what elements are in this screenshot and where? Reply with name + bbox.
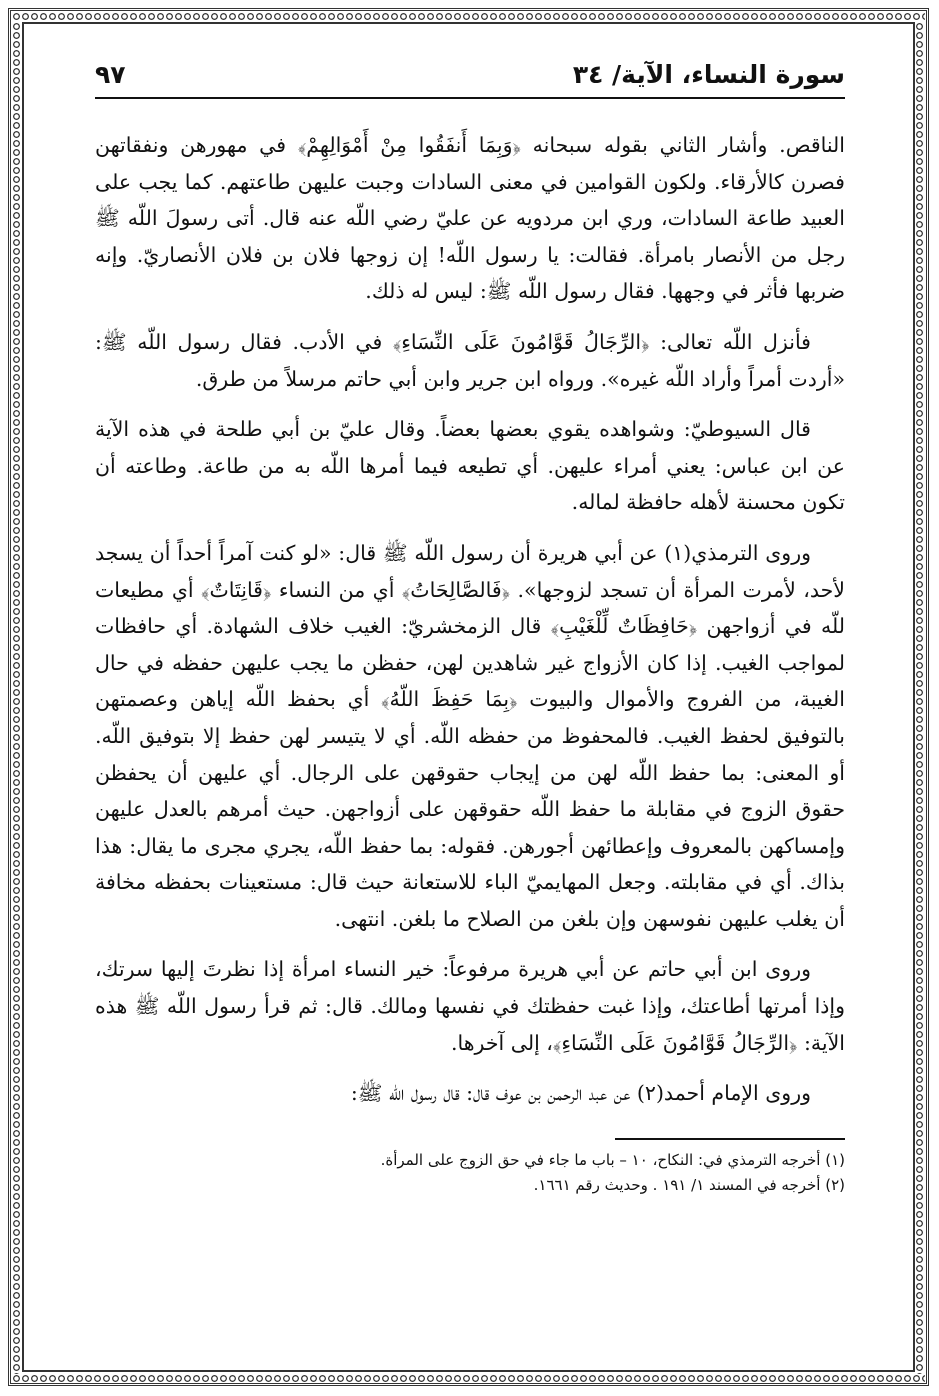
paragraph: وروى ابن أبي حاتم عن أبي هريرة مرفوعاً: خير النساء امرأة إذا نظرتَ إليها سرتك، وإذا أمرتها أطاعتك، وإذا غبت حفظتك في نفسها ومالك. قال: ثم قرأ رسول اللّه ﷺ هذه الآية: ﴿الرِّجَالُ قَوَّامُونَ عَلَى النِّسَاءِ﴾، إلى آخرها. xyxy=(95,957,845,1055)
header-title: سورة النساء، الآية/ ٣٤ xyxy=(572,60,845,89)
paragraph: فأنزل اللّه تعالى: ﴿الرِّجَالُ قَوَّامُونَ عَلَى النِّسَاءِ﴾ في الأدب. فقال رسول اللّه ﷺ: «أردت أمراً وأراد اللّه غيره». ورواه ابن جرير وابن أبي حاتم مرسلاً من طرق. xyxy=(95,329,845,391)
paragraph: الناقص. وأشار الثاني بقوله سبحانه ﴿وَبِمَا أَنفَقُوا مِنْ أَمْوَالِهِمْ﴾ في مهورهن ونفقاتهن فصرن كالأرقاء. ولكون القوامين في معنى السادات وجبت عليهن طاعتهم. كما يجب على العبيد طاعة السادات، وري ابن مردويه عن عليّ رضي اللّه عنه قال. أتى رسولَ اللّه ﷺ رجل من الأنصار بامرأة. فقالت: يا رسول اللّه! إن زوجها فلان بن فلان الأنصاريّ. وإنه ضربها فأثر في وجهها. فقال رسول اللّه ﷺ: ليس له ذلك. xyxy=(95,133,845,304)
footnote: (٢) أخرجه في المسند ١/ ١٩١ . وحديث رقم ١٦٦١. xyxy=(533,1175,845,1194)
paragraph: قال السيوطيّ: وشواهده يقوي بعضها بعضاً. وقال عليّ بن أبي طلحة في هذه الآية عن ابن عباس: يعني أمراء عليهن. أي تطيعه فيما أمرها اللّه به من طاعة. وطاعته أن تكون محسنة لأهله حافظة لماله. xyxy=(95,417,845,515)
paragraph: وروى الإمام أحمد(٢) عن عبد الرحمن بن عوف قال: قال رسول اللّه ﷺ: xyxy=(350,1081,811,1106)
paragraph: وروى الترمذي(١) عن أبي هريرة أن رسول اللّه ﷺ قال: «لو كنت آمراً أحداً أن يسجد لأحد، لأمرت المرأة أن تسجد لزوجها». ﴿فَالصَّالِحَاتُ﴾ أي من النساء ﴿قَانِتَاتٌ﴾ أي مطيعات للّه في أزواجهن ﴿حَافِظَاتٌ لِّلْغَيْبِ﴾ قال الزمخشريّ: الغيب خلاف الشهادة. أي حافظات لمواجب الغيب. إذا كان الأزواج غير شاهدين لهن، حفظن ما يجب عليهن حفظه في حال الغيبة، من الفروج والأموال والبيوت ﴿بِمَا حَفِظَ اللّهُ﴾ أي بحفظ اللّه إياهن وعصمتهن بالتوفيق لحفظ الغيب. فالمحفوظ من حفظه اللّه. أي لا يتيسر لهن حفظ إلا بتوفيق اللّه. أو المعنى: بما حفظ اللّه لهن من إيجاب حقوقهن على الرجال. أي عليهن أن يحفظن حقوق الزوج في مقابلة ما حفظ اللّه حقوقهن على أزواجهن. حيث أمرهم بالعدل عليهن وإمساكهن بالمعروف وإعطائهن أجورهن. فقوله: بما حفظ اللّه، يجري مجرى ما يقال: هذا بذاك. أي في مقابلته. وجعل المهايميّ الباء للاستعانة حيث قال: مستعينات بحفظه مخافة أن يغلب عليهن نفوسهن وإن بلغن من الصلاح ما بلغن. انتهى. xyxy=(95,540,845,931)
footnotes xyxy=(95,1148,845,1198)
footnote-separator xyxy=(615,1138,845,1140)
page-content xyxy=(95,60,845,1198)
page-number: ٩٧ xyxy=(95,60,126,89)
main-text xyxy=(95,127,845,1112)
running-header xyxy=(95,60,845,99)
footnote: (١) أخرجه الترمذي في: النكاح، ١٠ – باب ما جاء في حق الزوج على المرأة. xyxy=(380,1150,845,1169)
